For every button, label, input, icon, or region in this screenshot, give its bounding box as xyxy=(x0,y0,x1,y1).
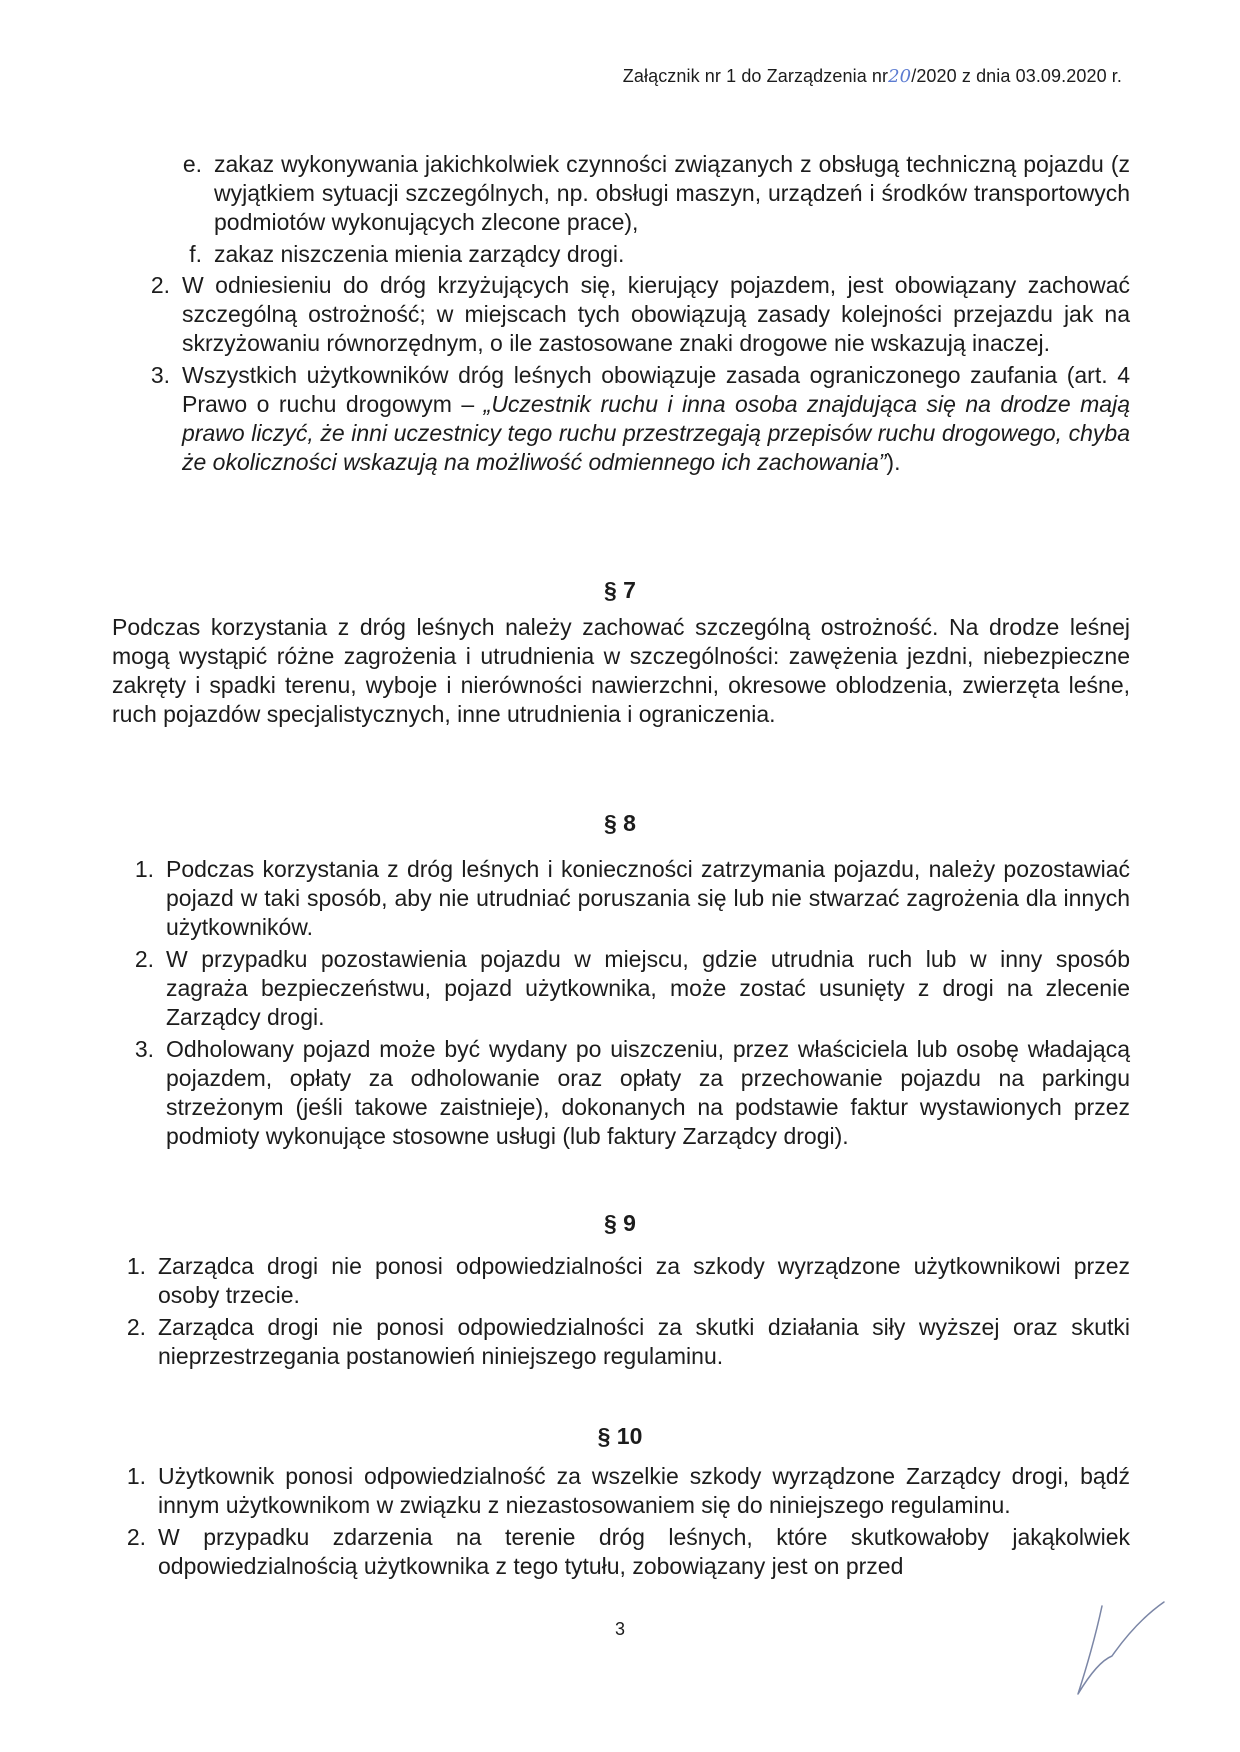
list-marker: e. xyxy=(182,151,202,177)
list-marker: 2. xyxy=(134,946,154,972)
attachment-header xyxy=(623,66,1122,87)
section-heading-7: § 7 xyxy=(604,577,636,603)
list-marker: 3. xyxy=(134,1036,154,1062)
list-marker: 3. xyxy=(150,362,170,388)
list-item-text: W przypadku pozostawienia pojazdu w miejscu, gdzie utrudnia ruch lub w inny sposób zagraża bezpieczeństwu, pojazd użytkownika, może zostać usunięty z drogi na zlecenie Zarządcy drogi. xyxy=(166,946,1130,1030)
section-7-paragraph: Podczas korzystania z dróg leśnych należy zachować szczególną ostrożność. Na drodze leśnej mogą wystąpić różne zagrożenia i utrudnienia w szczególności: zawężenia jezdni, niebezpieczne zakręty i spadki terenu, wyboje i nierówności nawierzchni, okresowe oblodzenia, zwierzęta leśne, ruch pojazdów specjalistycznych, inne utrudnienia i ograniczenia. xyxy=(112,614,1130,727)
list-item xyxy=(120,945,1130,1032)
section-heading-9: § 9 xyxy=(604,1210,636,1236)
header-suffix: /2020 z dnia 03.09.2020 r. xyxy=(911,66,1122,86)
list-marker: 1. xyxy=(126,1253,146,1279)
list-item xyxy=(120,855,1130,942)
list-item-text: Zarządca drogi nie ponosi odpowiedzialności za skutki działania siły wyższej oraz skutki nieprzestrzegania postanowień niniejszego regulaminu. xyxy=(158,1314,1130,1369)
handwritten-signature xyxy=(1076,1594,1166,1704)
list-item xyxy=(136,361,1130,477)
list-item-text: Podczas korzystania z dróg leśnych i konieczności zatrzymania pojazdu, należy pozostawiać pojazd w taki sposób, aby nie utrudniać poruszania się lub nie stwarzać zagrożenia dla innych użytkowników. xyxy=(166,856,1130,940)
handwritten-order-number: 20 xyxy=(888,66,912,87)
section-heading-10: § 10 xyxy=(597,1423,643,1449)
list-marker: 2. xyxy=(126,1314,146,1340)
list-item xyxy=(178,240,1130,269)
list-item-text: W odniesieniu do dróg krzyżujących się, kierujący pojazdem, jest obowiązany zachować szczególną ostrożność; w miejscach tych obowiązują zasady kolejności przejazdu jak na skrzyżowaniu równorzędnym, o ile zastosowane znaki drogowe nie wskazują inaczej. xyxy=(182,272,1130,356)
list-item xyxy=(112,1313,1130,1371)
continuation-points xyxy=(136,271,1130,480)
list-marker: f. xyxy=(189,241,202,267)
section-10-list xyxy=(112,1462,1130,1584)
list-item xyxy=(112,1523,1130,1581)
list-marker: 1. xyxy=(126,1463,146,1489)
section-heading-8: § 8 xyxy=(604,810,636,836)
list-item-text: zakaz wykonywania jakichkolwiek czynności związanych z obsługą techniczną pojazdu (z wyjątkiem sytuacji szczególnych, np. obsługi maszyn, urządzeń i środków transportowych podmiotów wykonujących zlecone prace), xyxy=(214,151,1130,235)
continuation-subitems xyxy=(178,150,1130,272)
section-8-list xyxy=(120,855,1130,1154)
list-marker: 2. xyxy=(126,1524,146,1550)
list-item-text: Zarządca drogi nie ponosi odpowiedzialności za szkody wyrządzone użytkownikowi przez osoby trzecie. xyxy=(158,1253,1130,1308)
list-item-text: zakaz niszczenia mienia zarządcy drogi. xyxy=(214,241,625,267)
list-item xyxy=(120,1035,1130,1151)
list-marker: 2. xyxy=(150,272,170,298)
quoted-law-text: „Uczestnik ruchu i inna osoba znajdująca się na drodze mają prawo liczyć, że inni uczestnicy tego ruchu przestrzegają przepisów ruchu drogowego, chyba że okoliczności wskazują na możliwość odmiennego ich zachowania” xyxy=(182,391,1130,475)
list-marker: 1. xyxy=(134,856,154,882)
quote-close: ). xyxy=(886,449,901,475)
list-item xyxy=(112,1252,1130,1310)
header-prefix: Załącznik nr 1 do Zarządzenia nr xyxy=(622,66,889,86)
section-9-list xyxy=(112,1252,1130,1374)
page-number: 3 xyxy=(614,1619,625,1639)
list-item xyxy=(178,150,1130,237)
list-item-text: W przypadku zdarzenia na terenie dróg leśnych, które skutkowałoby jakąkolwiek odpowiedzialnością użytkownika z tego tytułu, zobowiązany jest on przed xyxy=(158,1524,1130,1579)
list-item xyxy=(112,1462,1130,1520)
list-item-text: Odholowany pojazd może być wydany po uiszczeniu, przez właściciela lub osobę władającą pojazdem, opłaty za odholowanie oraz opłaty za przechowanie pojazdu na parkingu strzeżonym (jeśli takowe zaistnieje), dokonanych na podstawie faktur wystawionych przez podmioty wykonujące stosowne usługi (lub faktury Zarządcy drogi). xyxy=(166,1036,1130,1149)
list-item-text: Użytkownik ponosi odpowiedzialność za wszelkie szkody wyrządzone Zarządcy drogi, bądź innym użytkownikom w związku z niezastosowaniem się do niniejszego regulaminu. xyxy=(158,1463,1130,1518)
list-item xyxy=(136,271,1130,358)
quote-intro: Wszystkich użytkowników dróg leśnych obowiązuje zasada ograniczonego zaufania (art. 4 Prawo o ruchu drogowym – xyxy=(182,362,1130,417)
list-item-text xyxy=(182,361,1130,477)
